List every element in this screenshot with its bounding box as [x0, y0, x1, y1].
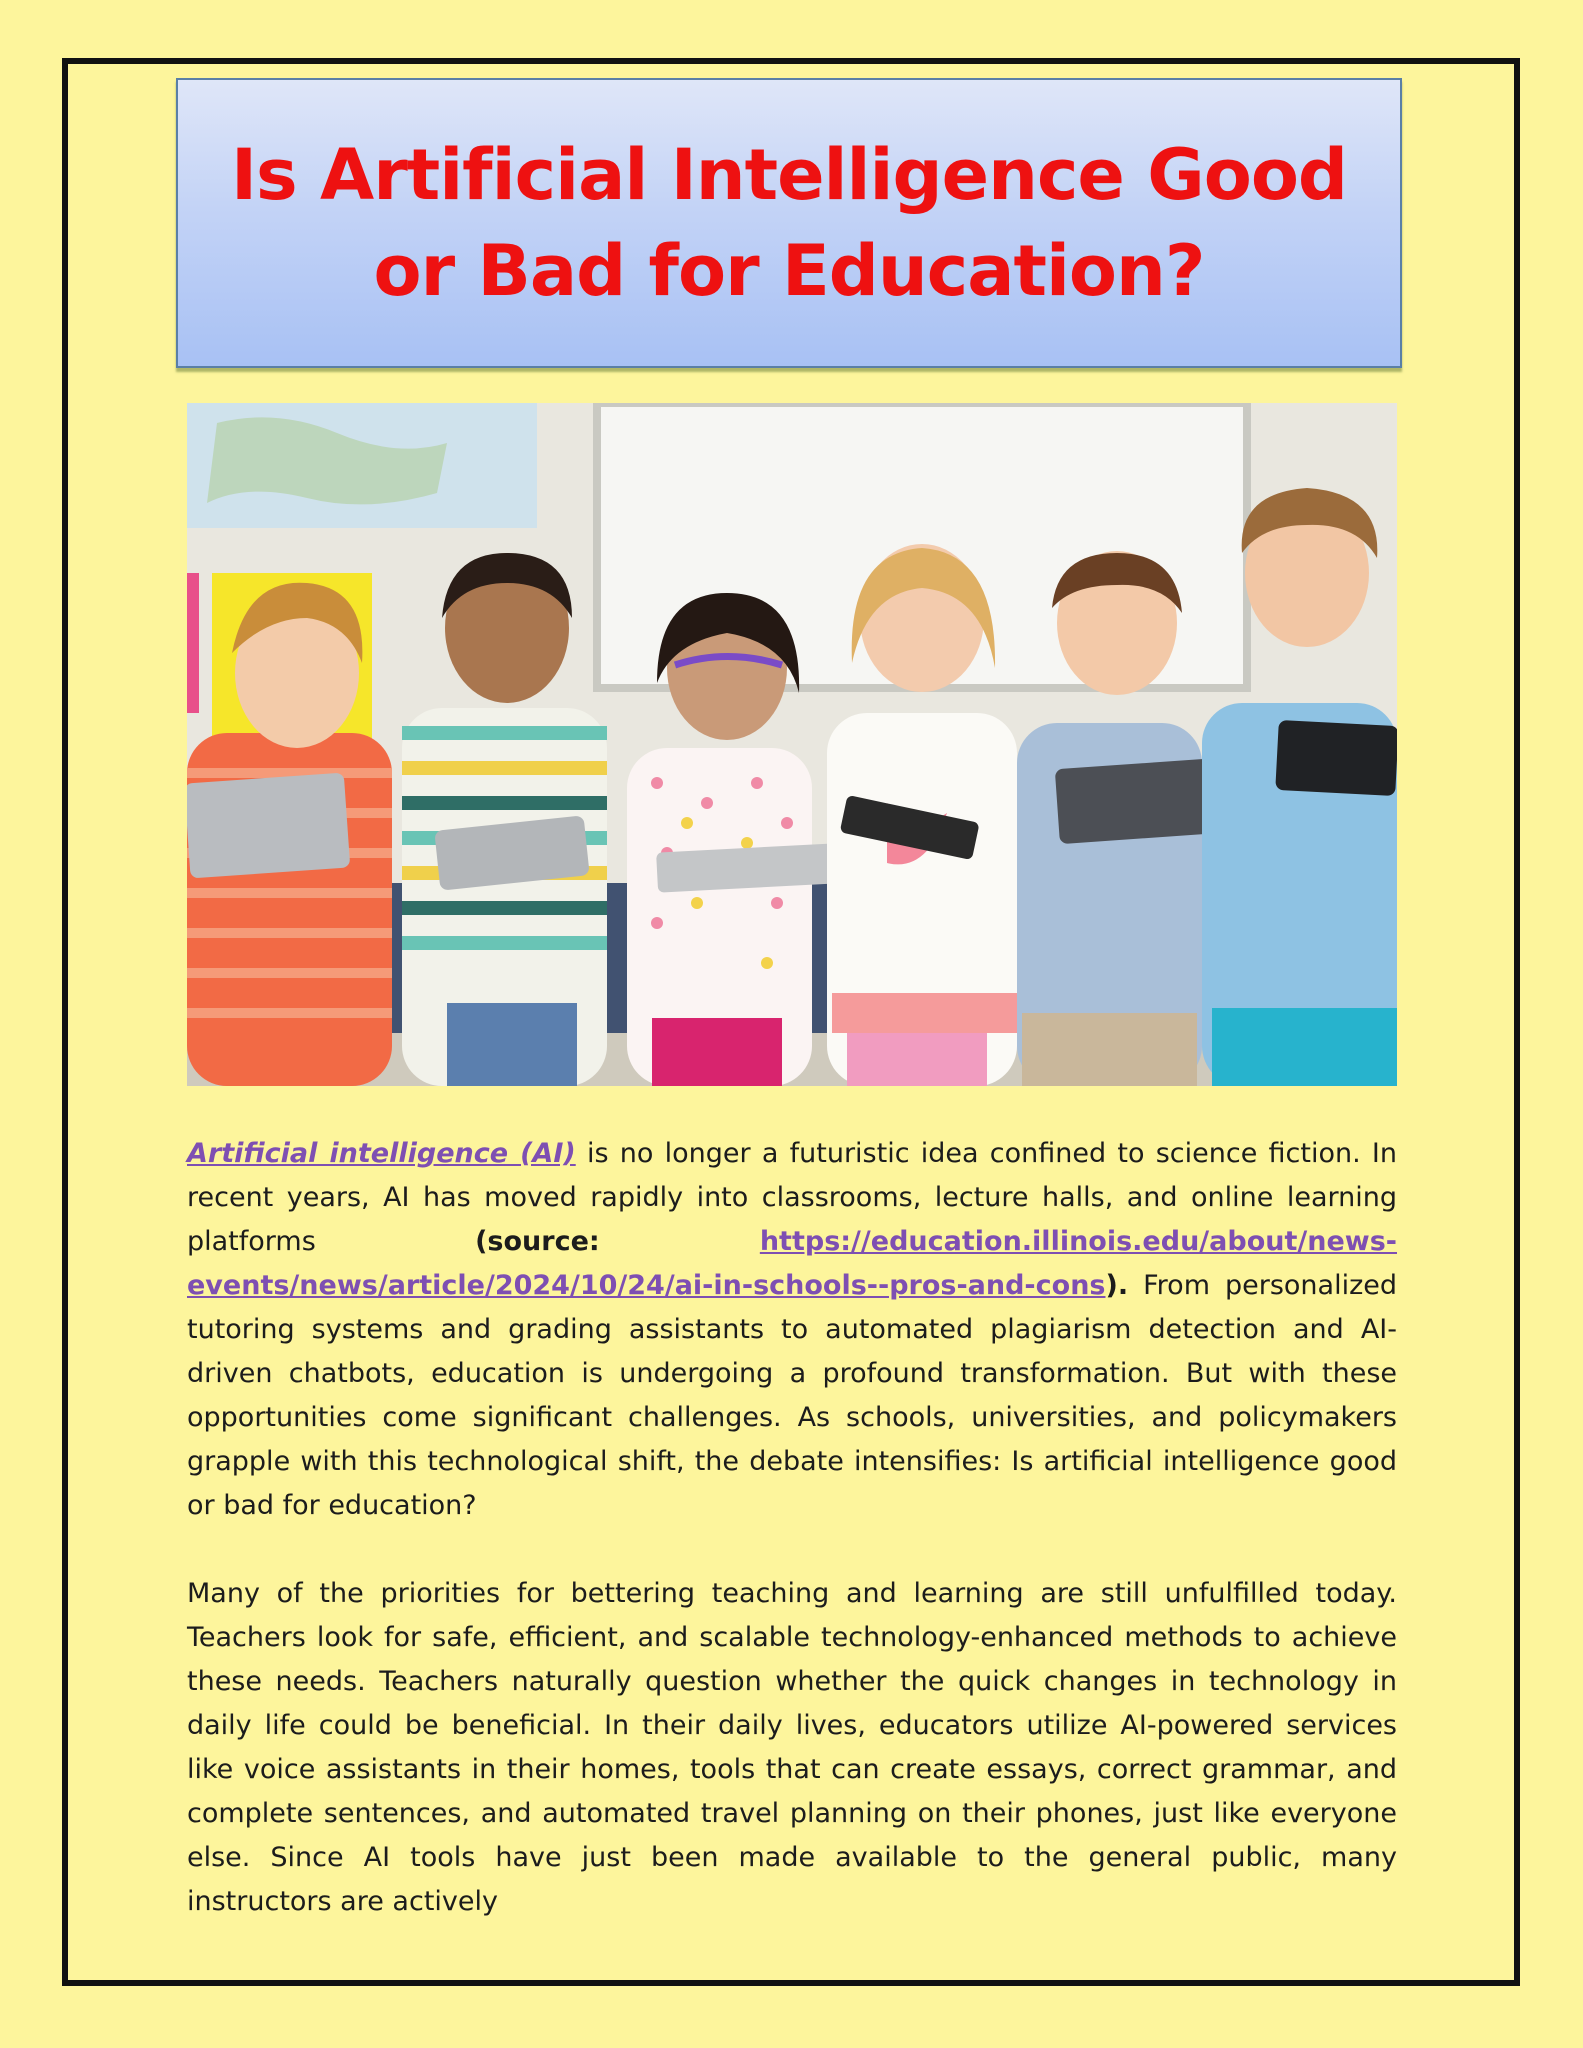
paragraph-2: Many of the priorities for bettering teaching and learning are still unfulfilled today. Teachers look for safe, efficient, and scalable technology-enhanced methods to achieve these needs. Teachers naturally question whether the quick changes in technology in daily life could be beneficial. In their daily lives, educators utilize AI-powered services like voice assistants in their homes, tools that can create essays, correct grammar, and complete sentences, and automated travel planning on their phones, just like everyone else. Since AI tools have just been made available to the general public, many instructors are actively [187, 1578, 1397, 1917]
children-with-tablets-photo [187, 403, 1397, 1086]
article-body [187, 1132, 1397, 1968]
title-line-2: or Bad for Education? [373, 230, 1205, 312]
title-banner [176, 78, 1402, 368]
paragraph-1 [187, 1132, 1397, 1528]
page-title [231, 127, 1347, 319]
ai-wiki-link[interactable]: Artificial intelligence (AI) [187, 1138, 576, 1169]
paragraph-1-text-b: From personalized tutoring systems and grading assistants to automated plagiarism detection and AI-driven chatbots, education is undergoing a profound transformation. But with these opportunities come significant challenges. As schools, universities, and policymakers grapple with this technological shift, the debate intensifies: Is artificial intelligence good or bad for education? [187, 1270, 1397, 1521]
source-close: ). [1105, 1270, 1129, 1301]
source-label: (source: [475, 1226, 760, 1257]
title-line-1: Is Artificial Intelligence Good [230, 134, 1348, 216]
paragraph-1-text-a: is no longer a futuristic idea confined to science fiction. In recent years, AI has moved rapidly into classrooms, lecture halls, and online learning platforms [187, 1138, 1398, 1257]
source-url-link[interactable]: https://education.illinois.edu/about/news-events/news/article/2024/10/24/ai-in-schools--pros-and-cons [187, 1226, 1397, 1301]
